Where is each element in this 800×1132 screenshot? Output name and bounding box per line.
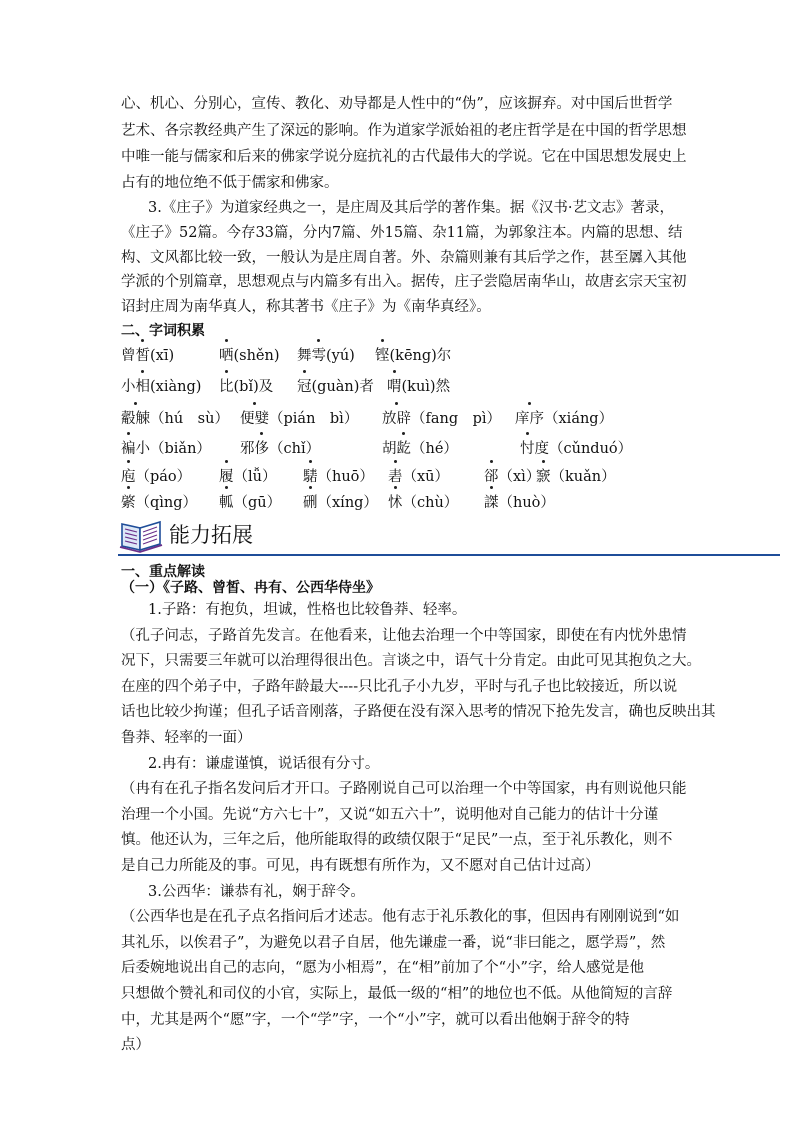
vocab-emphasized-char: 郤 [484,465,499,486]
vocab-emphasized-char: 觳觫 [121,407,150,428]
vocab-term [303,491,378,512]
vocab-term [387,375,450,396]
body-line: 2.冉有：谦虚谨慎，说话很有分寸。 [148,756,380,772]
vocab-pinyin: (xī) [150,348,175,364]
intro-line: 中唯一能与儒家和后来的佛家学说分庭抗礼的古代最伟大的学说。它在中国思想发展史上 [121,149,687,165]
vocab-pinyin: (kēng)尔 [389,348,452,364]
vocab-term [121,465,191,486]
vocab-emphasized-char: 窾 [536,465,551,486]
vocab-emphasized-char: 綮 [121,491,136,512]
vocab-emphasized-char: 皙 [136,344,151,365]
vocab-emphasized-char: 庖 [121,465,136,486]
vocab-emphasized-char: 砉 [388,465,403,486]
vocab-emphasized-char: 忖 [520,437,535,458]
vocab-pinyin: （chǐ） [269,441,321,457]
vocab-row [0,344,800,366]
vocab-emphasized-char: 放辟 [382,407,411,428]
vocab-term [375,344,451,365]
body-line: 点） [121,1037,150,1053]
vocab-term-prefix: 小 [121,379,136,395]
banner-title: 能力拓展 [169,523,253,547]
body-line: 况下，只需要三年就可以治理得很出色。言谈之中，语气十分肯定。由此可见其抱负之大。 [121,653,701,669]
vocab-term [388,465,449,486]
body-line: 其礼乐，以俟君子”，为避免以君子自居，他先谦虚一番，说“非曰能之，愿学焉”，然 [121,935,666,951]
vocab-term [388,491,458,512]
vocab-pinyin: (guàn)者 [311,379,374,395]
vocab-pinyin: （gū） [233,495,282,511]
body-line: 1.子路：有抱负，坦诚，性格也比较鲁莽、轻率。 [148,602,467,618]
body-line: 鲁莽、轻率的一面） [121,730,252,746]
vocab-pinyin: (yú) [326,348,355,364]
open-book-icon [118,516,164,554]
vocab-row [0,465,800,487]
vocab-row [0,375,800,397]
body-line: 慎。他还认为，三年之后，他所能取得的政绩仅限于“足民”一点，至于礼乐教化，则不 [121,832,673,848]
vocab-emphasized-char: 謋 [484,491,499,512]
vocab-term [240,407,358,428]
body-line: 治理一个小国。先说“方六七十”，又说“如五六十”，说明他对自己能力的估计十分谨 [121,807,659,823]
vocab-term [297,375,374,396]
vocab-pinyin: (bǐ)及 [233,379,274,395]
vocab-term-prefix: 曾 [121,348,136,364]
body-line: 后委婉地说出自己的志向，“愿为小相焉”，在“相”前加了个“小”字，给人感觉是他 [121,960,644,976]
point3-line: 诏封庄周为南华真人，称其著书《庄子》为《南华真经》。 [121,299,491,315]
vocab-term [382,437,458,458]
vocab-pinyin: （huō） [317,469,374,485]
vocab-emphasized-char: 哂 [219,344,234,365]
vocab-term [121,437,211,458]
intro-line: 艺术、各宗教经典产生了深远的影响。作为道家学派始祖的老庄哲学是在中国的哲学思想 [121,123,687,139]
vocab-pinyin: 度（cǔnduó） [534,441,633,457]
vocab-pinyin: （xū） [402,469,450,485]
vocab-emphasized-char: 履 [219,465,234,486]
vocab-term [520,437,632,458]
intro-line: 占有的地位绝不低于儒家和佛家。 [121,175,339,191]
vocab-term [515,407,613,428]
vocab-pinyin: （xíng） [317,495,378,511]
vocab-term [297,344,355,365]
vocab-term [240,437,320,458]
ability-banner [118,514,780,558]
vocab-term [121,407,229,428]
body-line: 只想做个赞礼和司仪的小官，实际上，最低一级的“相”的地位也不低。从他简短的言辞 [121,986,673,1002]
vocab-pinyin: (kuì)然 [401,379,451,395]
vocab-term [382,407,501,428]
vocab-emphasized-char: 雩 [312,344,327,365]
vocab-term [484,491,555,512]
vocab-pinyin: （qìng） [135,495,198,511]
vocab-term [536,465,616,486]
vocab-term [219,344,280,365]
vocab-pinyin: （chù） [402,495,459,511]
vocab-pinyin: （xì） [498,469,541,485]
body-line: 中，尤其是两个“愿”字，一个“学”字，一个“小”字，就可以看出他娴于辞令的特 [121,1012,630,1028]
vocab-emphasized-char: 怵 [388,491,403,512]
body-line: 在座的四个弟子中，子路年龄最大----只比孔子小九岁，平时与孔子也比较接近，所以说 [121,679,678,695]
vocab-term [121,491,197,512]
vocab-term [219,375,273,396]
vocab-pinyin: (shěn) [233,348,280,364]
body-line: （冉有在孔子指名发问后才开口。子路刚说自己可以治理一个中等国家，冉有则说他只能 [121,781,687,797]
vocab-pinyin: 小（biǎn） [135,441,211,457]
vocab-term-prefix: 舞 [297,348,312,364]
vocab-pinyin: （hú sù） [150,411,229,427]
vocab-term [219,491,281,512]
vocab-emphasized-char: 冠 [297,375,312,396]
banner-rule [118,554,780,556]
vocab-emphasized-char: 軱 [219,491,234,512]
point3-line: 《庄子》52篇。今存33篇，分内7篇、外15篇、杂11篇，为郭象注本。内篇的思想、结 [121,225,683,241]
vocab-pinyin: （fang pì） [411,411,502,427]
vocab-emphasized-char: 庠序 [515,407,544,428]
body-line: 话也比较少拘谨；但孔子话音刚落，子路便在没有深入思考的情况下抢先发言，确也反映出其 [121,704,716,720]
vocab-pinyin: （kuǎn） [550,469,616,485]
vocab-pinyin: （hé） [411,441,458,457]
point3-line: 3.《庄子》为道家经典之一，是庄周及其后学的著作集。据《汉书·艺文志》著录， [148,200,674,216]
body-line: （公西华也是在孔子点名指问后才述志。他有志于礼乐教化的事，但因冉有刚刚说到“如 [121,909,680,925]
vocab-term-prefix: 胡 [382,441,397,457]
vocab-emphasized-char: 硎 [303,491,318,512]
vocab-term [484,465,540,486]
section-heading-key-reading: 一、重点解读 [121,564,205,580]
body-line: 是自己力所能及的事。可见，冉有既想有所作为，又不愿对自己估计过高） [121,858,600,874]
vocab-emphasized-char: 褊 [121,437,136,458]
intro-line: 心、机心、分别心，宣传、教化、劝导都是人性中的“伪”，应该摒弃。对中国后世哲学 [121,96,673,112]
vocab-term [303,465,374,486]
vocab-emphasized-char: 铿 [375,344,390,365]
vocab-emphasized-char: 龁 [397,437,412,458]
vocab-term-prefix: 邪 [240,441,255,457]
body-line: （孔子问志，子路首先发言。在他看来，让他去治理一个中等国家，即使在有内忧外患情 [121,628,687,644]
vocab-term [121,375,201,396]
sub-heading-article: （一）《子路、曾皙、冉有、公西华侍坐》 [121,580,380,596]
vocab-emphasized-char: 騞 [303,465,318,486]
vocab-term [219,465,276,486]
vocab-pinyin: （lǚ） [233,469,277,485]
vocab-emphasized-char: 侈 [255,437,270,458]
vocab-pinyin: (xiàng) [150,379,202,395]
point3-line: 学派的个别篇章，思想观点与内篇多有出入。据传，庄子尝隐居南华山，故唐玄宗天宝初 [121,274,687,290]
body-line: 3.公西华：谦恭有礼，娴于辞令。 [148,884,365,900]
vocab-pinyin: （xiáng） [544,411,614,427]
vocab-emphasized-char: 相 [136,375,151,396]
vocab-term [121,344,174,365]
point3-line: 构、文风都比较一致，一般认为是庄周自著。外、杂篇则兼有其后学之作，甚至羼入其他 [121,250,687,266]
vocab-row [0,407,800,429]
vocab-emphasized-char: 比 [219,375,234,396]
vocab-emphasized-char: 便嬖 [240,407,269,428]
vocab-emphasized-char: 喟 [387,375,402,396]
vocab-pinyin: （pián bì） [269,411,359,427]
vocab-pinyin: （páo） [135,469,192,485]
section-heading-vocab: 二、字词积累 [121,323,205,339]
vocab-row [0,437,800,459]
vocab-pinyin: （huò） [498,495,555,511]
vocab-row [0,491,800,513]
